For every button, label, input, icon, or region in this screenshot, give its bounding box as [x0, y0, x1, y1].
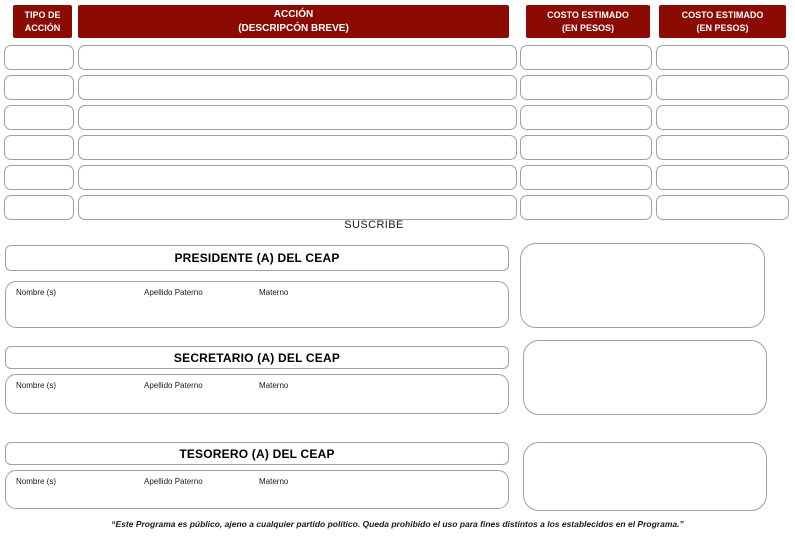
accion-input[interactable]	[78, 75, 517, 100]
costo-estimado-2-input[interactable]	[656, 105, 789, 130]
presidente-signature-area[interactable]	[520, 243, 765, 328]
table-row	[0, 195, 795, 220]
tipo-accion-input[interactable]	[4, 45, 74, 70]
table-row	[0, 165, 795, 190]
action-table-body	[0, 45, 795, 225]
costo-estimado-1-input[interactable]	[520, 135, 652, 160]
tesorero-name-input[interactable]	[5, 470, 509, 509]
costo-estimado-2-input[interactable]	[656, 75, 789, 100]
secretario-name-input[interactable]	[5, 374, 509, 414]
header-accion-descripcion	[78, 5, 509, 38]
costo-estimado-1-input[interactable]	[520, 165, 652, 190]
tesorero-title: TESORERO (A) DEL CEAP	[5, 442, 509, 465]
tipo-accion-input[interactable]	[4, 75, 74, 100]
program-disclaimer: “Este Programa es público, ajeno a cualquier partido político. Queda prohibido el uso para fines distintos a los establecidos en el Programa.”	[111, 519, 684, 529]
header-tipo-de-accion	[13, 5, 72, 38]
costo-estimado-1-input[interactable]	[520, 105, 652, 130]
table-row	[0, 45, 795, 70]
costo-estimado-2-input[interactable]	[656, 135, 789, 160]
field-label-apellido-paterno: Apellido Paterno	[144, 381, 203, 390]
field-label-nombre: Nombre (s)	[16, 381, 57, 390]
costo-estimado-2-input[interactable]	[656, 45, 789, 70]
accion-input[interactable]	[78, 45, 517, 70]
tipo-accion-input[interactable]	[4, 165, 74, 190]
header-costo-estimado-2	[659, 5, 786, 38]
header-line-2: ACCIÓN	[24, 22, 61, 33]
suscribe-heading: SUSCRIBE	[344, 219, 404, 231]
field-label-apellido-paterno: Apellido Paterno	[144, 288, 203, 297]
accion-input[interactable]	[78, 165, 517, 190]
header-line-1: COSTO ESTIMADO	[681, 10, 764, 21]
tipo-accion-input[interactable]	[4, 195, 74, 220]
tipo-accion-input[interactable]	[4, 135, 74, 160]
costo-estimado-1-input[interactable]	[520, 75, 652, 100]
field-label-materno: Materno	[259, 288, 289, 297]
field-label-materno: Materno	[259, 477, 289, 486]
header-line-1: TIPO DE	[24, 10, 61, 21]
field-label-apellido-paterno: Apellido Paterno	[144, 477, 203, 486]
costo-estimado-2-input[interactable]	[656, 165, 789, 190]
tipo-accion-input[interactable]	[4, 105, 74, 130]
secretario-signature-area[interactable]	[523, 340, 767, 415]
accion-input[interactable]	[78, 105, 517, 130]
field-label-materno: Materno	[259, 381, 289, 390]
costo-estimado-1-input[interactable]	[520, 195, 652, 220]
presidente-name-input[interactable]	[5, 281, 509, 328]
header-costo-estimado-1	[526, 5, 650, 38]
header-line-1: ACCIÓN	[273, 9, 314, 20]
header-line-2: (EN PESOS)	[561, 22, 614, 33]
costo-estimado-2-input[interactable]	[656, 195, 789, 220]
secretario-title: SECRETARIO (A) DEL CEAP	[5, 346, 509, 369]
header-line-2: (EN PESOS)	[696, 22, 749, 33]
tesorero-signature-area[interactable]	[523, 442, 767, 511]
accion-input[interactable]	[78, 195, 517, 220]
field-label-nombre: Nombre (s)	[16, 288, 57, 297]
costo-estimado-1-input[interactable]	[520, 45, 652, 70]
table-row	[0, 105, 795, 130]
header-line-2: (DESCRIPCÓN BREVE)	[238, 22, 349, 34]
field-label-nombre: Nombre (s)	[16, 477, 57, 486]
presidente-title: PRESIDENTE (A) DEL CEAP	[5, 245, 509, 271]
table-row	[0, 75, 795, 100]
header-line-1: COSTO ESTIMADO	[547, 10, 629, 21]
accion-input[interactable]	[78, 135, 517, 160]
table-row	[0, 135, 795, 160]
